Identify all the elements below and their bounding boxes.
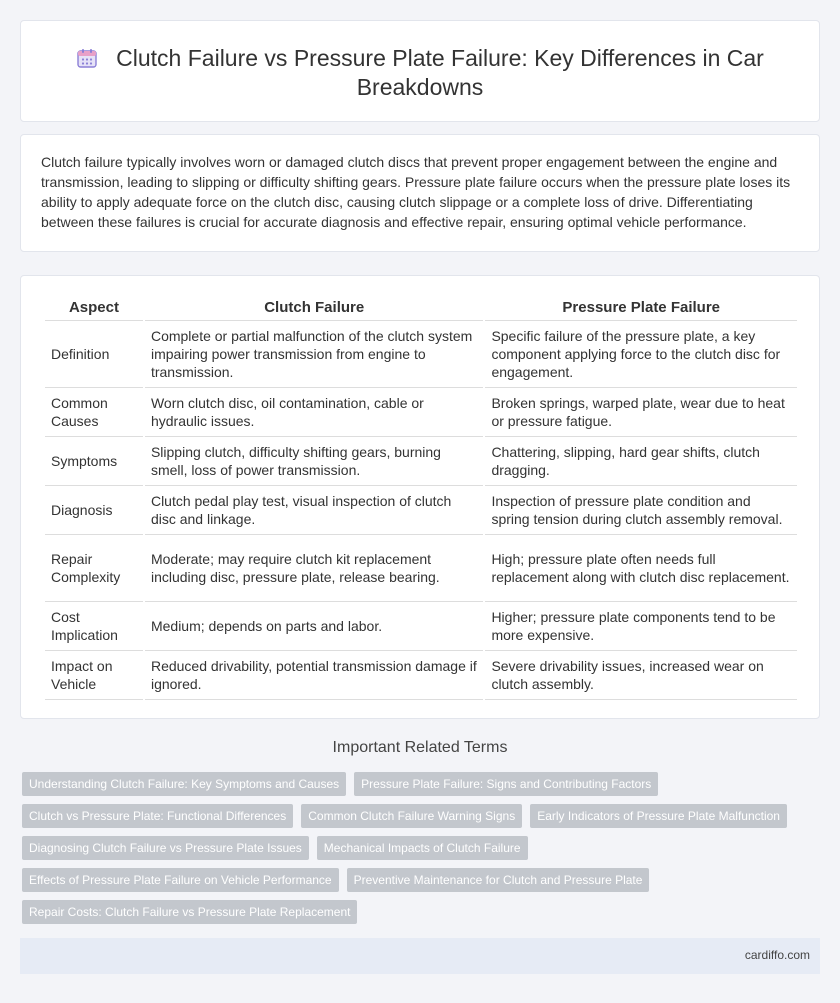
- related-term-tag[interactable]: Repair Costs: Clutch Failure vs Pressure Plate Replacement: [22, 900, 357, 924]
- table-row: [45, 535, 797, 602]
- intro-card: [20, 134, 820, 252]
- related-term-tag[interactable]: Preventive Maintenance for Clutch and Pressure Plate: [347, 868, 650, 892]
- row-pressure-cell: Broken springs, warped plate, wear due to heat or pressure fatigue.: [485, 388, 797, 437]
- title-card: [20, 20, 820, 122]
- row-clutch-cell: Reduced drivability, potential transmission damage if ignored.: [145, 651, 483, 700]
- comparison-table: [43, 291, 799, 700]
- row-aspect: Diagnosis: [45, 486, 143, 535]
- row-clutch-cell: Medium; depends on parts and labor.: [145, 602, 483, 651]
- related-term-tag[interactable]: Mechanical Impacts of Clutch Failure: [317, 836, 528, 860]
- row-clutch-cell: Complete or partial malfunction of the clutch system impairing power transmission from engine to transmission.: [145, 321, 483, 388]
- header-pressure-plate-failure: Pressure Plate Failure: [485, 291, 797, 321]
- row-aspect: Impact on Vehicle: [45, 651, 143, 700]
- row-clutch-cell: Slipping clutch, difficulty shifting gears, burning smell, loss of power transmission.: [145, 437, 483, 486]
- row-aspect: Definition: [45, 321, 143, 388]
- row-clutch-cell: Clutch pedal play test, visual inspection of clutch disc and linkage.: [145, 486, 483, 535]
- table-row: [45, 602, 797, 651]
- table-row: [45, 321, 797, 388]
- page-title-wrap: [61, 44, 779, 102]
- row-aspect: Symptoms: [45, 437, 143, 486]
- footer-site-link[interactable]: cardiffo.com: [744, 948, 810, 962]
- table-row: [45, 486, 797, 535]
- row-pressure-cell: Higher; pressure plate components tend to be more expensive.: [485, 602, 797, 651]
- comparison-table-card: [20, 275, 820, 719]
- related-terms-title: Important Related Terms: [332, 739, 508, 756]
- row-clutch-cell: Worn clutch disc, oil contamination, cable or hydraulic issues.: [145, 388, 483, 437]
- row-aspect: Repair Complexity: [45, 535, 143, 602]
- related-term-tag[interactable]: Effects of Pressure Plate Failure on Vehicle Performance: [22, 868, 339, 892]
- related-term-tag[interactable]: Common Clutch Failure Warning Signs: [301, 804, 522, 828]
- row-pressure-cell: Severe drivability issues, increased wear on clutch assembly.: [485, 651, 797, 700]
- tag-row: [22, 868, 802, 892]
- table-row: [45, 651, 797, 700]
- related-term-tag[interactable]: Early Indicators of Pressure Plate Malfunction: [530, 804, 787, 828]
- related-term-tag[interactable]: Pressure Plate Failure: Signs and Contributing Factors: [354, 772, 658, 796]
- footer: [20, 938, 820, 974]
- header-clutch-failure: Clutch Failure: [145, 291, 483, 321]
- calendar-icon: [76, 47, 98, 69]
- row-pressure-cell: Chattering, slipping, hard gear shifts, clutch dragging.: [485, 437, 797, 486]
- tag-row: [22, 900, 802, 924]
- tag-row: [22, 772, 802, 796]
- row-pressure-cell: Inspection of pressure plate condition and spring tension during clutch assembly removal.: [485, 486, 797, 535]
- table-header-row: [45, 291, 797, 321]
- row-clutch-cell: Moderate; may require clutch kit replacement including disc, pressure plate, release bearing.: [145, 535, 483, 602]
- row-pressure-cell: Specific failure of the pressure plate, a key component applying force to the clutch disc for engagement.: [485, 321, 797, 388]
- row-pressure-cell: High; pressure plate often needs full replacement along with clutch disc replacement.: [485, 535, 797, 602]
- row-aspect: Common Causes: [45, 388, 143, 437]
- header-aspect: Aspect: [45, 291, 143, 321]
- tag-row: [22, 836, 802, 860]
- related-term-tag[interactable]: Clutch vs Pressure Plate: Functional Differences: [22, 804, 293, 828]
- related-term-tag[interactable]: Diagnosing Clutch Failure vs Pressure Plate Issues: [22, 836, 309, 860]
- table-row: [45, 388, 797, 437]
- related-term-tag[interactable]: Understanding Clutch Failure: Key Symptoms and Causes: [22, 772, 346, 796]
- tag-row: [22, 804, 802, 828]
- intro-paragraph: Clutch failure typically involves worn or damaged clutch discs that prevent proper engagement between the engine and transmission, leading to slipping or difficulty shifting gears. Pressure plate failure occurs when the pressure plate loses its ability to apply adequate force on the clutch disc, causing clutch slippage or a complete loss of drive. Differentiating between these failures is crucial for accurate diagnosis and effective repair, ensuring optimal vehicle performance.: [41, 154, 791, 230]
- table-row: [45, 437, 797, 486]
- page-title: Clutch Failure vs Pressure Plate Failure: Key Differences in Car Breakdowns: [116, 45, 764, 100]
- related-terms-list: [22, 772, 802, 932]
- row-aspect: Cost Implication: [45, 602, 143, 651]
